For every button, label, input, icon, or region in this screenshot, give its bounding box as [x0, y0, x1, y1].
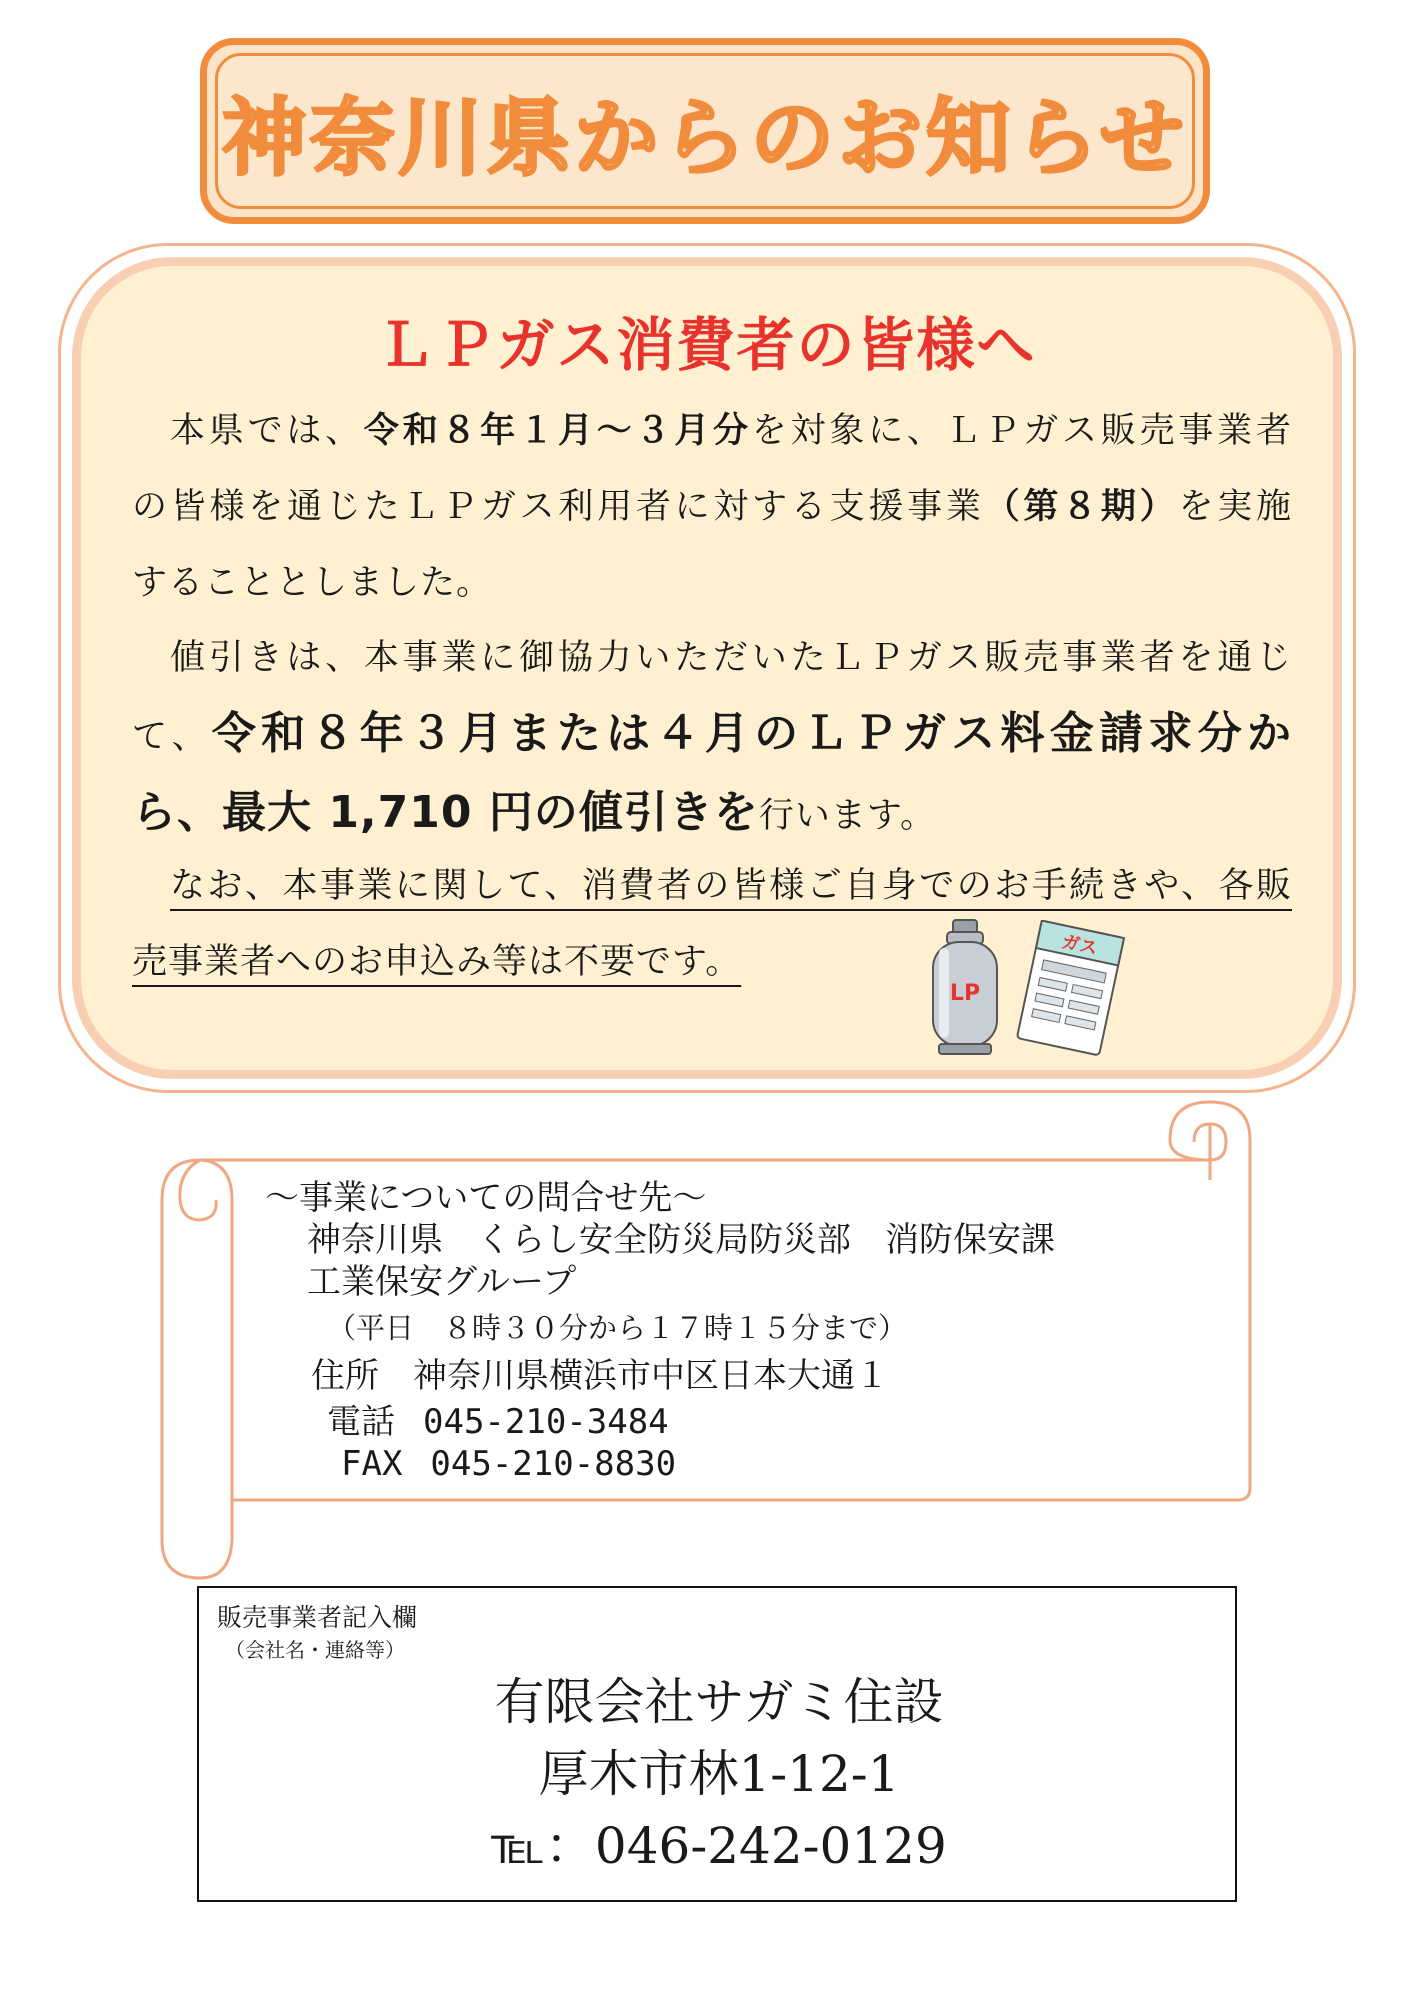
- header-banner: [200, 38, 1210, 224]
- contact-hours: （平日 ８時３０分から１７時１５分まで）: [327, 1311, 908, 1345]
- cylinder-label: LP: [949, 981, 981, 1006]
- seller-tel: ℡：046-242-0129: [491, 1817, 947, 1875]
- paragraph-1: [132, 393, 1292, 621]
- contact-title: ～事業についての問合せ先～: [265, 1178, 707, 1218]
- gas-cylinder-icon: [925, 918, 1005, 1058]
- term-text: （第８期）: [984, 487, 1179, 527]
- contact-fax: FAX 045-210-8830: [341, 1444, 677, 1484]
- gas-bill-icon: [1010, 920, 1130, 1060]
- header-banner-inner: [215, 53, 1195, 209]
- paragraph-2-line-2: て、令和８年３月または４月のＬＰガス料金請求分か: [132, 708, 1292, 759]
- paragraph-2-line-1: 値引きは、本事業に御協力いただいたＬＰガス販売事業者を通じ: [170, 638, 1292, 678]
- bill-label: ガス: [1059, 931, 1100, 960]
- seller-label: 販売事業者記入欄: [217, 1603, 418, 1632]
- contact-info: [265, 1177, 1055, 1485]
- main-heading: ＬＰガス消費者の皆様へ: [376, 311, 1037, 379]
- contact-org-2: 工業保安グループ: [307, 1262, 577, 1302]
- seller-address: 厚木市林1-12-1: [538, 1745, 900, 1803]
- contact-tel: 電話 045-210-3484: [327, 1402, 669, 1442]
- paragraph-3-line-1: なお、本事業に関して、消費者の皆様ご自身でのお手続きや、各販: [170, 866, 1292, 906]
- paragraph-2-line-3: ら、最大 1,710 円の値引きを行います。: [132, 787, 937, 838]
- paragraph-1-line-1: 本県では、令和８年１月～３月分を対象に、ＬＰガス販売事業者: [170, 411, 1292, 451]
- contact-org-1: 神奈川県 くらし安全防災局防災部 消防保安課: [307, 1220, 1055, 1260]
- discount-amount-text: ら、最大 1,710 円の値引きを: [132, 787, 759, 838]
- paragraph-2: [132, 620, 1292, 854]
- seller-entry-box: [197, 1586, 1237, 1902]
- discount-period-text: 令和８年３月または４月のＬＰガス料金請求分か: [211, 708, 1292, 759]
- paragraph-3-line-2: 売事業者へのお申込み等は不要です。: [132, 942, 742, 982]
- notice-title: 神奈川県からのお知らせ: [222, 88, 1188, 187]
- seller-company: 有限会社サガミ住設: [494, 1673, 944, 1731]
- seller-sublabel: （会社名・連絡等）: [225, 1638, 405, 1662]
- period-text: 令和８年１月～３月分: [363, 411, 752, 451]
- seller-details: [199, 1666, 1239, 1882]
- paragraph-1-line-3: することとしました。: [132, 563, 493, 603]
- paragraph-1-line-2: の皆様を通じたＬＰガス利用者に対する支援事業（第８期）を実施: [132, 487, 1292, 527]
- contact-address: 住所 神奈川県横浜市中区日本大通１: [311, 1356, 889, 1396]
